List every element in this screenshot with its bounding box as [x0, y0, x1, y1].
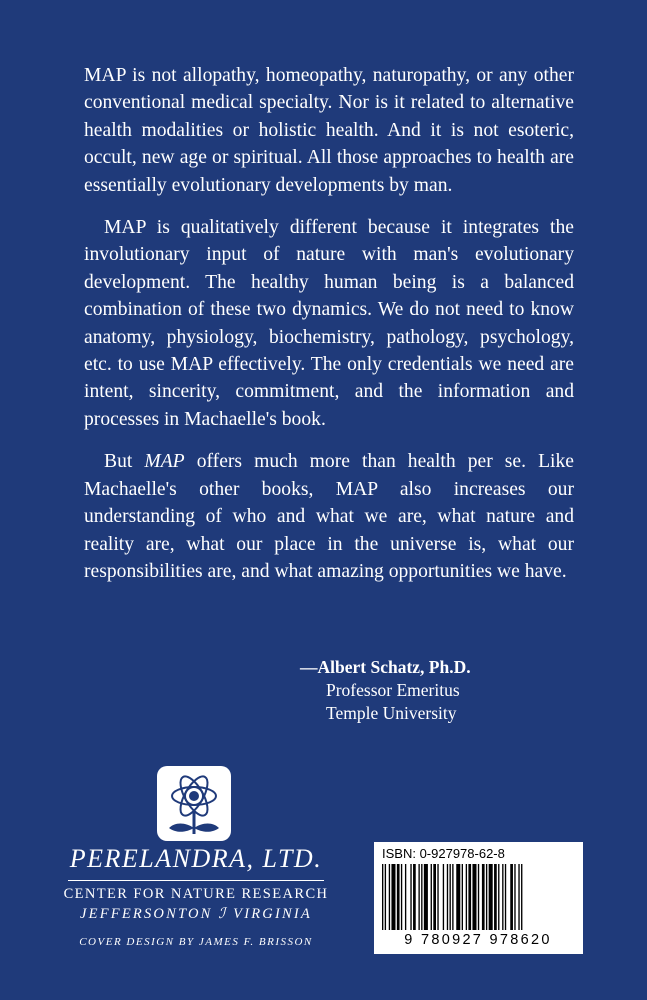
barcode-stripe: [450, 864, 451, 930]
barcode-number: 9 780927 978620: [404, 932, 552, 948]
paragraph-3-rest: offers much more than health per se. Like Machaelle's other books, MAP also increases our understanding of who and what we are, what nature and reality are, what our place in the universe is, what our responsibilities are, and what amazing opportunities we have.: [84, 451, 574, 582]
barcode-stripe: [489, 864, 493, 930]
attribution: [300, 656, 471, 725]
barcode-stripe: [401, 864, 402, 930]
barcode-stripe: [478, 864, 479, 930]
attribution-author: —Albert Schatz, Ph.D.: [300, 657, 471, 677]
barcode-stripe: [391, 864, 395, 930]
paragraph-3-lead: But: [104, 451, 145, 473]
barcode-stripe: [418, 864, 419, 930]
barcode-stripe: [385, 864, 386, 930]
barcode-stripe: [410, 864, 411, 930]
publisher-location: JEFFERSONTON ℐ VIRGINIA: [80, 906, 312, 922]
barcode-stripe: [462, 864, 463, 930]
barcode-stripe: [518, 864, 519, 930]
barcode-stripe: [466, 864, 467, 930]
attribution-institution: Temple University: [326, 703, 457, 723]
barcode: [374, 842, 583, 954]
paragraph-3-italic: MAP: [144, 451, 185, 473]
barcode-stripe: [405, 864, 406, 930]
barcode-stripe: [514, 864, 515, 930]
barcode-stripe: [468, 864, 471, 930]
publisher-divider: [68, 880, 324, 881]
barcode-stripe: [431, 864, 432, 930]
paragraph-2: MAP is qualitatively different because it integrates the involutionary input of nature with man's evolutionary development. The healthy human being is a balanced combination of these two dynamics. We do not need to know anatomy, physiology, biochemistry, pathology, psychology, etc. to use MAP effectively. The only credentials we need are intent, sincerity, commitment, and the information and processes in Machaelle's book.: [84, 217, 574, 430]
barcode-stripe: [456, 864, 460, 930]
barcode-stripe: [486, 864, 487, 930]
publisher-subtitle: CENTER FOR NATURE RESEARCH: [63, 886, 329, 902]
barcode-stripe: [521, 864, 522, 930]
publisher-name: PERELANDRA, LTD.: [69, 844, 323, 873]
barcode-stripe: [482, 864, 485, 930]
publisher-block: [62, 844, 330, 948]
barcode-stripe: [502, 864, 503, 930]
blurb-text: [84, 62, 574, 600]
flower-logo-icon: [157, 766, 231, 841]
barcode-stripe: [443, 864, 444, 930]
paragraph-1: MAP is not allopathy, homeopathy, naturopathy, or any other conventional medical specialty. Nor is it related to alternative health modalities or holistic health. And it is not esoteric, occult, new age or spiritual. All those approaches to health are essentially evolutionary developments by man.: [84, 65, 574, 196]
barcode-stripe: [433, 864, 436, 930]
attribution-title: Professor Emeritus: [326, 680, 460, 700]
barcode-stripe: [494, 864, 497, 930]
isbn-label: ISBN: 0-927978-62-8: [382, 846, 505, 861]
barcode-stripe: [421, 864, 422, 930]
barcode-stripe: [505, 864, 506, 930]
barcode-stripe: [472, 864, 476, 930]
barcode-stripe: [510, 864, 513, 930]
barcode-bars: [382, 864, 575, 932]
barcode-stripe: [382, 864, 383, 930]
barcode-stripe: [389, 864, 390, 930]
barcode-stripe: [413, 864, 416, 930]
barcode-stripe: [397, 864, 400, 930]
barcode-stripe: [424, 864, 428, 930]
paragraph-3: [84, 448, 574, 585]
barcode-stripe: [452, 864, 453, 930]
barcode-stripe: [437, 864, 438, 930]
barcode-stripe: [498, 864, 499, 930]
cover-credit: COVER DESIGN BY JAMES F. BRISSON: [79, 936, 313, 948]
barcode-stripe: [447, 864, 448, 930]
